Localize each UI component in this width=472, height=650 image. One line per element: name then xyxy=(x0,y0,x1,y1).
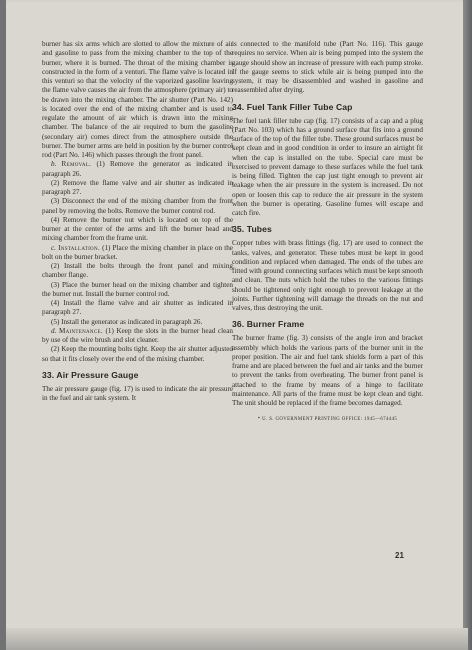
installation-title: Installation. xyxy=(58,243,100,252)
section-33-heading: 33. Air Pressure Gauge xyxy=(42,369,139,380)
installation-step-1: (1) Place the mixing chamber in place on the bolt on the burner bracket. xyxy=(42,243,233,261)
printing-office-imprint: * U. S. GOVERNMENT PRINTING OFFICE: 1945—674445 xyxy=(257,417,398,423)
removal-heading-paragraph xyxy=(42,160,233,179)
section-34-heading: 34. Fuel Tank Filler Tube Cap xyxy=(232,101,353,112)
maintenance-label: d. xyxy=(51,326,57,335)
section-33-continuation: is connected to the manifold tube (Part No. 116). This gauge requires no service. When air is being pumped into the system the gauge should show an increase of pressure with each pump stroke. If the gauge seems to stick while air is being pumped into the system, it may be disassembled and washed in gasoline and reassembled after drying. xyxy=(232,40,423,95)
page-number: 21 xyxy=(395,551,404,560)
installation-step-5: (5) Install the generator as indicated in paragraph 26. xyxy=(51,317,203,326)
burner-description-paragraph: burner has six arms which are slotted to allow the mixture of air and gasoline to pass from the mixing chamber to the top of the burner, where it is burned. The throat of the mixing chamber is constructed in the form of a venturi. The flame valve is located in this venturi so that the velocity of the vaporized gasoline leaving the flame valve causes the air from the atmosphere (primary air) to be drawn into the mixing chamber. The air shutter (Part No. 142) is located over the end of the mixing chamber and is used to regulate the amount of air which is drawn into the mixing chamber. The balance of the air required to burn the gasoline (secondary air) comes direct from the atmosphere outside the burner. The burner arms are held in position by the burner control rod (Part No. 146) which passes through the front panel. xyxy=(42,40,233,159)
section-36-heading: 36. Burner Frame xyxy=(232,319,305,330)
section-34-paragraph: The fuel tank filler tube cap (fig. 17) consists of a cap and a plug (Part No. 103) which has a ground surface that fits into a ground surface of the top of the filler tube. These ground surfaces must be kept clean and in good condition in order to insure an airtight fit when the cap is installed on the tube. Special care must be exercised to prevent damage to these surfaces while the fuel tank is being filled. Tighten the cap just tight enough to prevent air leakage when the air pressure in the system is increased. Do not open or loosen this cap to reduce the air pressure in the system when the burner is operating. Gasoline fumes will escape and catch fire. xyxy=(232,116,423,217)
installation-step-4: (4) Install the flame valve and air shutter as indicated in paragraph 27. xyxy=(42,299,233,317)
maintenance-step-2: (2) Keep the mounting bolts tight. Keep the air shutter adjusted so that it fits closely over the end of the mixing chamber. xyxy=(42,345,233,363)
installation-label: c. xyxy=(51,243,56,252)
page-bottom-edge xyxy=(6,628,468,650)
removal-step-3: (3) Disconnect the end of the mixing chamber from the front panel by removing the bolts. Remove the burner control rod. xyxy=(42,197,233,215)
installation-step-2: (2) Install the bolts through the front panel and mixing chamber flange. xyxy=(42,262,233,280)
installation-heading-paragraph xyxy=(42,244,233,263)
removal-label: b. xyxy=(51,160,57,169)
removal-step-2: (2) Remove the flame valve and air shutter as indicated in paragraph 27. xyxy=(42,178,233,196)
section-36-paragraph: The burner frame (fig. 3) consists of the angle iron and bracket assembly which holds the various parts of the burner unit in the proper position. The air and fuel tank shields form a part of this frame and are placed between the fuel and air tanks and the burner to prevent the tanks from overheating. The burner front panel is attached to the frame by means of a hinge to facilitate maintenance. All parts of the frame must be kept clean and tight. The unit should be replaced if the frame becomes damaged. xyxy=(232,334,423,407)
installation-step-3: (3) Place the burner head on the mixing chamber and tighten the burner nut. Install the burner control rod. xyxy=(42,280,233,298)
page-edge-shadow xyxy=(463,0,472,650)
section-35-heading: 35. Tubes xyxy=(232,224,272,235)
maintenance-heading-paragraph xyxy=(42,327,233,346)
left-column xyxy=(42,40,233,403)
removal-step-4: (4) Remove the burner nut which is located on top of the burner at the center of the arms and lift the burner head and mixing chamber from the frame unit. xyxy=(42,215,233,243)
maintenance-title: Maintenance. xyxy=(58,326,103,335)
maintenance-step-1: (1) Keep the slots in the burner head clean by use of the wire brush and slot cleaner. xyxy=(42,326,233,344)
section-35-paragraph: Copper tubes with brass fittings (fig. 17) are used to connect the tanks, valves, and generator. These tubes must be kept in good condition and replaced when damaged. The ends of the tubes are fitted with ground connecting surfaces which must be kept smooth and clean. The nuts which hold the tubes to the various fittings should be tightened only tight enough to prevent leakage at the joints. Further tightening will damage the threads on the nut and valves, thus destroying the unit. xyxy=(232,239,423,312)
removal-step-1: (1) Remove the generator as indicated in paragraph 26. xyxy=(42,160,233,178)
section-33-paragraph: The air pressure gauge (fig. 17) is used to indicate the air pressure in the fuel and air tank system. It xyxy=(42,384,233,402)
removal-title: Removal. xyxy=(61,160,92,169)
right-column xyxy=(232,40,423,423)
